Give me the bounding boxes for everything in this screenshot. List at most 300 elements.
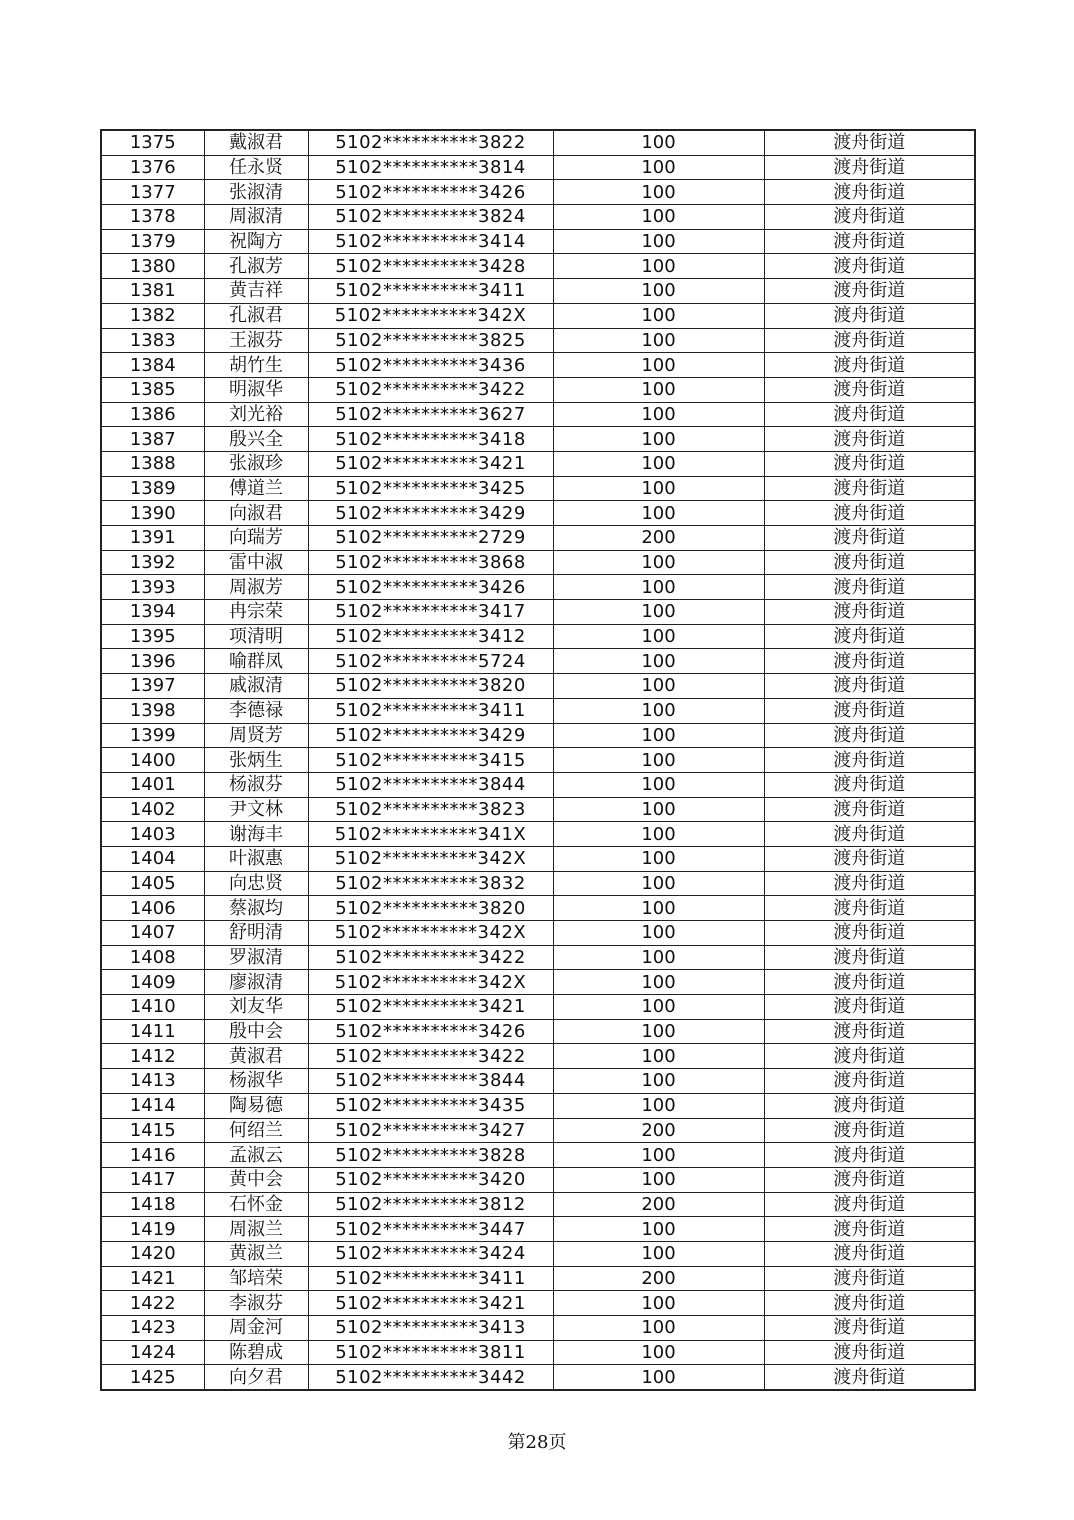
street-cell: 渡舟街道: [764, 698, 975, 723]
id-number-cell: 5102**********3811: [308, 1340, 553, 1365]
table-row: [101, 254, 975, 279]
id-number-cell: 5102**********3812: [308, 1192, 553, 1217]
name-cell: 张淑清: [204, 180, 308, 205]
street-cell: 渡舟街道: [764, 130, 975, 155]
id-number-cell: 5102**********3823: [308, 797, 553, 822]
id-number-cell: 5102**********3832: [308, 871, 553, 896]
table-row: [101, 674, 975, 699]
id-number-cell: 5102**********2729: [308, 526, 553, 551]
name-cell: 黄淑兰: [204, 1241, 308, 1266]
table-row: [101, 1044, 975, 1069]
id-number-cell: 5102**********3422: [308, 1044, 553, 1069]
serial-number-cell: 1388: [101, 451, 204, 476]
table-row: [101, 575, 975, 600]
amount-cell: 100: [553, 1316, 764, 1341]
amount-cell: 100: [553, 1093, 764, 1118]
serial-number-cell: 1417: [101, 1167, 204, 1192]
amount-cell: 100: [553, 427, 764, 452]
amount-cell: 100: [553, 846, 764, 871]
serial-number-cell: 1418: [101, 1192, 204, 1217]
amount-cell: 100: [553, 1167, 764, 1192]
id-number-cell: 5102**********3828: [308, 1143, 553, 1168]
table-row: [101, 1118, 975, 1143]
id-number-cell: 5102**********3844: [308, 772, 553, 797]
street-cell: 渡舟街道: [764, 180, 975, 205]
street-cell: 渡舟街道: [764, 600, 975, 625]
id-number-cell: 5102**********5724: [308, 649, 553, 674]
table-row: [101, 772, 975, 797]
id-number-cell: 5102**********342X: [308, 846, 553, 871]
table-row: [101, 871, 975, 896]
street-cell: 渡舟街道: [764, 476, 975, 501]
id-number-cell: 5102**********3427: [308, 1118, 553, 1143]
street-cell: 渡舟街道: [764, 1019, 975, 1044]
name-cell: 王淑芬: [204, 328, 308, 353]
amount-cell: 100: [553, 1340, 764, 1365]
street-cell: 渡舟街道: [764, 1241, 975, 1266]
name-cell: 向忠贤: [204, 871, 308, 896]
table-row: [101, 229, 975, 254]
id-number-cell: 5102**********3820: [308, 896, 553, 921]
street-cell: 渡舟街道: [764, 155, 975, 180]
name-cell: 周淑芳: [204, 575, 308, 600]
id-number-cell: 5102**********3411: [308, 698, 553, 723]
street-cell: 渡舟街道: [764, 723, 975, 748]
id-number-cell: 5102**********3436: [308, 353, 553, 378]
id-number-cell: 5102**********342X: [308, 970, 553, 995]
amount-cell: 100: [553, 1019, 764, 1044]
street-cell: 渡舟街道: [764, 279, 975, 304]
amount-cell: 100: [553, 871, 764, 896]
amount-cell: 100: [553, 624, 764, 649]
amount-cell: 100: [553, 772, 764, 797]
serial-number-cell: 1380: [101, 254, 204, 279]
id-number-cell: 5102**********3417: [308, 600, 553, 625]
serial-number-cell: 1401: [101, 772, 204, 797]
id-number-cell: 5102**********3424: [308, 1241, 553, 1266]
street-cell: 渡舟街道: [764, 921, 975, 946]
amount-cell: 100: [553, 723, 764, 748]
serial-number-cell: 1382: [101, 303, 204, 328]
serial-number-cell: 1419: [101, 1217, 204, 1242]
serial-number-cell: 1420: [101, 1241, 204, 1266]
street-cell: 渡舟街道: [764, 896, 975, 921]
amount-cell: 100: [553, 649, 764, 674]
table-row: [101, 377, 975, 402]
table-row: [101, 1069, 975, 1094]
street-cell: 渡舟街道: [764, 1266, 975, 1291]
name-cell: 尹文林: [204, 797, 308, 822]
serial-number-cell: 1395: [101, 624, 204, 649]
table-row: [101, 402, 975, 427]
id-number-cell: 5102**********3825: [308, 328, 553, 353]
table-row: [101, 1291, 975, 1316]
id-number-cell: 5102**********3422: [308, 377, 553, 402]
serial-number-cell: 1405: [101, 871, 204, 896]
name-cell: 周淑兰: [204, 1217, 308, 1242]
amount-cell: 100: [553, 1365, 764, 1390]
name-cell: 向淑君: [204, 501, 308, 526]
name-cell: 刘光裕: [204, 402, 308, 427]
street-cell: 渡舟街道: [764, 945, 975, 970]
id-number-cell: 5102**********3820: [308, 674, 553, 699]
id-number-cell: 5102**********3421: [308, 995, 553, 1020]
amount-cell: 200: [553, 1118, 764, 1143]
serial-number-cell: 1377: [101, 180, 204, 205]
serial-number-cell: 1411: [101, 1019, 204, 1044]
street-cell: 渡舟街道: [764, 1340, 975, 1365]
roster-table-body: [101, 130, 975, 1390]
table-row: [101, 526, 975, 551]
name-cell: 石怀金: [204, 1192, 308, 1217]
table-row: [101, 1143, 975, 1168]
street-cell: 渡舟街道: [764, 1118, 975, 1143]
name-cell: 李德禄: [204, 698, 308, 723]
amount-cell: 100: [553, 1044, 764, 1069]
amount-cell: 100: [553, 970, 764, 995]
street-cell: 渡舟街道: [764, 205, 975, 230]
serial-number-cell: 1412: [101, 1044, 204, 1069]
table-row: [101, 1192, 975, 1217]
name-cell: 任永贤: [204, 155, 308, 180]
name-cell: 向瑞芳: [204, 526, 308, 551]
table-row: [101, 427, 975, 452]
serial-number-cell: 1381: [101, 279, 204, 304]
serial-number-cell: 1421: [101, 1266, 204, 1291]
table-row: [101, 1093, 975, 1118]
table-row: [101, 501, 975, 526]
table-row: [101, 797, 975, 822]
table-row: [101, 649, 975, 674]
id-number-cell: 5102**********3426: [308, 575, 553, 600]
name-cell: 邹培荣: [204, 1266, 308, 1291]
table-row: [101, 945, 975, 970]
table-row: [101, 155, 975, 180]
street-cell: 渡舟街道: [764, 1217, 975, 1242]
amount-cell: 200: [553, 526, 764, 551]
name-cell: 陶易德: [204, 1093, 308, 1118]
id-number-cell: 5102**********3435: [308, 1093, 553, 1118]
name-cell: 黄中会: [204, 1167, 308, 1192]
amount-cell: 100: [553, 476, 764, 501]
name-cell: 殷兴全: [204, 427, 308, 452]
id-number-cell: 5102**********3447: [308, 1217, 553, 1242]
page-number: 第28页: [507, 1432, 567, 1453]
table-row: [101, 1167, 975, 1192]
id-number-cell: 5102**********3428: [308, 254, 553, 279]
street-cell: 渡舟街道: [764, 1291, 975, 1316]
serial-number-cell: 1406: [101, 896, 204, 921]
street-cell: 渡舟街道: [764, 427, 975, 452]
serial-number-cell: 1413: [101, 1069, 204, 1094]
table-row: [101, 846, 975, 871]
id-number-cell: 5102**********3824: [308, 205, 553, 230]
serial-number-cell: 1408: [101, 945, 204, 970]
street-cell: 渡舟街道: [764, 995, 975, 1020]
table-row: [101, 279, 975, 304]
table-row: [101, 624, 975, 649]
serial-number-cell: 1403: [101, 822, 204, 847]
name-cell: 杨淑华: [204, 1069, 308, 1094]
id-number-cell: 5102**********3442: [308, 1365, 553, 1390]
amount-cell: 100: [553, 575, 764, 600]
street-cell: 渡舟街道: [764, 451, 975, 476]
name-cell: 冉宗荣: [204, 600, 308, 625]
name-cell: 谢海丰: [204, 822, 308, 847]
id-number-cell: 5102**********3421: [308, 1291, 553, 1316]
amount-cell: 100: [553, 1291, 764, 1316]
id-number-cell: 5102**********3411: [308, 1266, 553, 1291]
amount-cell: 100: [553, 1143, 764, 1168]
street-cell: 渡舟街道: [764, 402, 975, 427]
id-number-cell: 5102**********342X: [308, 921, 553, 946]
street-cell: 渡舟街道: [764, 526, 975, 551]
name-cell: 李淑芬: [204, 1291, 308, 1316]
serial-number-cell: 1394: [101, 600, 204, 625]
amount-cell: 100: [553, 748, 764, 773]
serial-number-cell: 1410: [101, 995, 204, 1020]
serial-number-cell: 1390: [101, 501, 204, 526]
name-cell: 叶淑惠: [204, 846, 308, 871]
id-number-cell: 5102**********3429: [308, 501, 553, 526]
street-cell: 渡舟街道: [764, 846, 975, 871]
name-cell: 周金河: [204, 1316, 308, 1341]
name-cell: 祝陶方: [204, 229, 308, 254]
table-row: [101, 1340, 975, 1365]
amount-cell: 100: [553, 1217, 764, 1242]
table-row: [101, 723, 975, 748]
serial-number-cell: 1383: [101, 328, 204, 353]
name-cell: 罗淑清: [204, 945, 308, 970]
serial-number-cell: 1384: [101, 353, 204, 378]
id-number-cell: 5102**********3822: [308, 130, 553, 155]
street-cell: 渡舟街道: [764, 1316, 975, 1341]
amount-cell: 200: [553, 1266, 764, 1291]
street-cell: 渡舟街道: [764, 1044, 975, 1069]
serial-number-cell: 1416: [101, 1143, 204, 1168]
street-cell: 渡舟街道: [764, 649, 975, 674]
id-number-cell: 5102**********3426: [308, 1019, 553, 1044]
roster-table: [100, 129, 976, 1391]
serial-number-cell: 1423: [101, 1316, 204, 1341]
amount-cell: 100: [553, 229, 764, 254]
table-row: [101, 698, 975, 723]
name-cell: 周淑清: [204, 205, 308, 230]
name-cell: 殷中会: [204, 1019, 308, 1044]
name-cell: 向夕君: [204, 1365, 308, 1390]
street-cell: 渡舟街道: [764, 970, 975, 995]
table-row: [101, 353, 975, 378]
street-cell: 渡舟街道: [764, 1093, 975, 1118]
serial-number-cell: 1389: [101, 476, 204, 501]
name-cell: 何绍兰: [204, 1118, 308, 1143]
amount-cell: 100: [553, 600, 764, 625]
amount-cell: 100: [553, 945, 764, 970]
amount-cell: 100: [553, 328, 764, 353]
id-number-cell: 5102**********3814: [308, 155, 553, 180]
name-cell: 明淑华: [204, 377, 308, 402]
serial-number-cell: 1385: [101, 377, 204, 402]
serial-number-cell: 1422: [101, 1291, 204, 1316]
amount-cell: 100: [553, 180, 764, 205]
table-row: [101, 1266, 975, 1291]
amount-cell: 100: [553, 921, 764, 946]
name-cell: 廖淑清: [204, 970, 308, 995]
table-row: [101, 1316, 975, 1341]
serial-number-cell: 1402: [101, 797, 204, 822]
id-number-cell: 5102**********3414: [308, 229, 553, 254]
serial-number-cell: 1400: [101, 748, 204, 773]
amount-cell: 100: [553, 822, 764, 847]
street-cell: 渡舟街道: [764, 624, 975, 649]
amount-cell: 100: [553, 550, 764, 575]
table-row: [101, 1241, 975, 1266]
id-number-cell: 5102**********3415: [308, 748, 553, 773]
amount-cell: 100: [553, 995, 764, 1020]
name-cell: 胡竹生: [204, 353, 308, 378]
name-cell: 孟淑云: [204, 1143, 308, 1168]
serial-number-cell: 1378: [101, 205, 204, 230]
amount-cell: 100: [553, 130, 764, 155]
table-row: [101, 1217, 975, 1242]
id-number-cell: 5102**********3418: [308, 427, 553, 452]
amount-cell: 100: [553, 1241, 764, 1266]
serial-number-cell: 1387: [101, 427, 204, 452]
street-cell: 渡舟街道: [764, 550, 975, 575]
name-cell: 项清明: [204, 624, 308, 649]
serial-number-cell: 1425: [101, 1365, 204, 1390]
street-cell: 渡舟街道: [764, 254, 975, 279]
amount-cell: 100: [553, 451, 764, 476]
table-row: [101, 205, 975, 230]
amount-cell: 100: [553, 1069, 764, 1094]
table-row: [101, 921, 975, 946]
street-cell: 渡舟街道: [764, 1192, 975, 1217]
name-cell: 张淑珍: [204, 451, 308, 476]
name-cell: 傅道兰: [204, 476, 308, 501]
name-cell: 周贤芳: [204, 723, 308, 748]
amount-cell: 100: [553, 155, 764, 180]
name-cell: 刘友华: [204, 995, 308, 1020]
table-row: [101, 896, 975, 921]
serial-number-cell: 1414: [101, 1093, 204, 1118]
serial-number-cell: 1399: [101, 723, 204, 748]
name-cell: 喻群凤: [204, 649, 308, 674]
street-cell: 渡舟街道: [764, 377, 975, 402]
serial-number-cell: 1424: [101, 1340, 204, 1365]
id-number-cell: 5102**********3425: [308, 476, 553, 501]
name-cell: 杨淑芬: [204, 772, 308, 797]
name-cell: 戚淑清: [204, 674, 308, 699]
serial-number-cell: 1379: [101, 229, 204, 254]
name-cell: 雷中淑: [204, 550, 308, 575]
street-cell: 渡舟街道: [764, 353, 975, 378]
amount-cell: 100: [553, 501, 764, 526]
street-cell: 渡舟街道: [764, 229, 975, 254]
amount-cell: 100: [553, 797, 764, 822]
table-row: [101, 451, 975, 476]
id-number-cell: 5102**********3426: [308, 180, 553, 205]
amount-cell: 100: [553, 377, 764, 402]
name-cell: 张炳生: [204, 748, 308, 773]
table-row: [101, 600, 975, 625]
table-row: [101, 995, 975, 1020]
table-row: [101, 970, 975, 995]
amount-cell: 100: [553, 353, 764, 378]
table-row: [101, 748, 975, 773]
serial-number-cell: 1386: [101, 402, 204, 427]
id-number-cell: 5102**********3412: [308, 624, 553, 649]
serial-number-cell: 1396: [101, 649, 204, 674]
serial-number-cell: 1397: [101, 674, 204, 699]
amount-cell: 100: [553, 698, 764, 723]
id-number-cell: 5102**********3413: [308, 1316, 553, 1341]
street-cell: 渡舟街道: [764, 575, 975, 600]
street-cell: 渡舟街道: [764, 1069, 975, 1094]
street-cell: 渡舟街道: [764, 303, 975, 328]
amount-cell: 200: [553, 1192, 764, 1217]
table-row: [101, 328, 975, 353]
table-row: [101, 303, 975, 328]
id-number-cell: 5102**********3868: [308, 550, 553, 575]
street-cell: 渡舟街道: [764, 1167, 975, 1192]
serial-number-cell: 1409: [101, 970, 204, 995]
serial-number-cell: 1392: [101, 550, 204, 575]
table-row: [101, 130, 975, 155]
name-cell: 黄吉祥: [204, 279, 308, 304]
name-cell: 舒明清: [204, 921, 308, 946]
id-number-cell: 5102**********3420: [308, 1167, 553, 1192]
serial-number-cell: 1407: [101, 921, 204, 946]
street-cell: 渡舟街道: [764, 822, 975, 847]
street-cell: 渡舟街道: [764, 1365, 975, 1390]
street-cell: 渡舟街道: [764, 1143, 975, 1168]
amount-cell: 100: [553, 674, 764, 699]
id-number-cell: 5102**********3844: [308, 1069, 553, 1094]
table-row: [101, 1365, 975, 1390]
serial-number-cell: 1375: [101, 130, 204, 155]
amount-cell: 100: [553, 254, 764, 279]
serial-number-cell: 1404: [101, 846, 204, 871]
street-cell: 渡舟街道: [764, 674, 975, 699]
amount-cell: 100: [553, 279, 764, 304]
table-row: [101, 550, 975, 575]
amount-cell: 100: [553, 205, 764, 230]
serial-number-cell: 1393: [101, 575, 204, 600]
amount-cell: 100: [553, 896, 764, 921]
name-cell: 戴淑君: [204, 130, 308, 155]
name-cell: 黄淑君: [204, 1044, 308, 1069]
id-number-cell: 5102**********3429: [308, 723, 553, 748]
serial-number-cell: 1391: [101, 526, 204, 551]
street-cell: 渡舟街道: [764, 871, 975, 896]
id-number-cell: 5102**********3421: [308, 451, 553, 476]
id-number-cell: 5102**********3422: [308, 945, 553, 970]
table-row: [101, 476, 975, 501]
street-cell: 渡舟街道: [764, 748, 975, 773]
name-cell: 蔡淑均: [204, 896, 308, 921]
street-cell: 渡舟街道: [764, 797, 975, 822]
street-cell: 渡舟街道: [764, 328, 975, 353]
name-cell: 陈碧成: [204, 1340, 308, 1365]
amount-cell: 100: [553, 402, 764, 427]
street-cell: 渡舟街道: [764, 772, 975, 797]
id-number-cell: 5102**********3411: [308, 279, 553, 304]
serial-number-cell: 1376: [101, 155, 204, 180]
id-number-cell: 5102**********3627: [308, 402, 553, 427]
street-cell: 渡舟街道: [764, 501, 975, 526]
table-row: [101, 1019, 975, 1044]
